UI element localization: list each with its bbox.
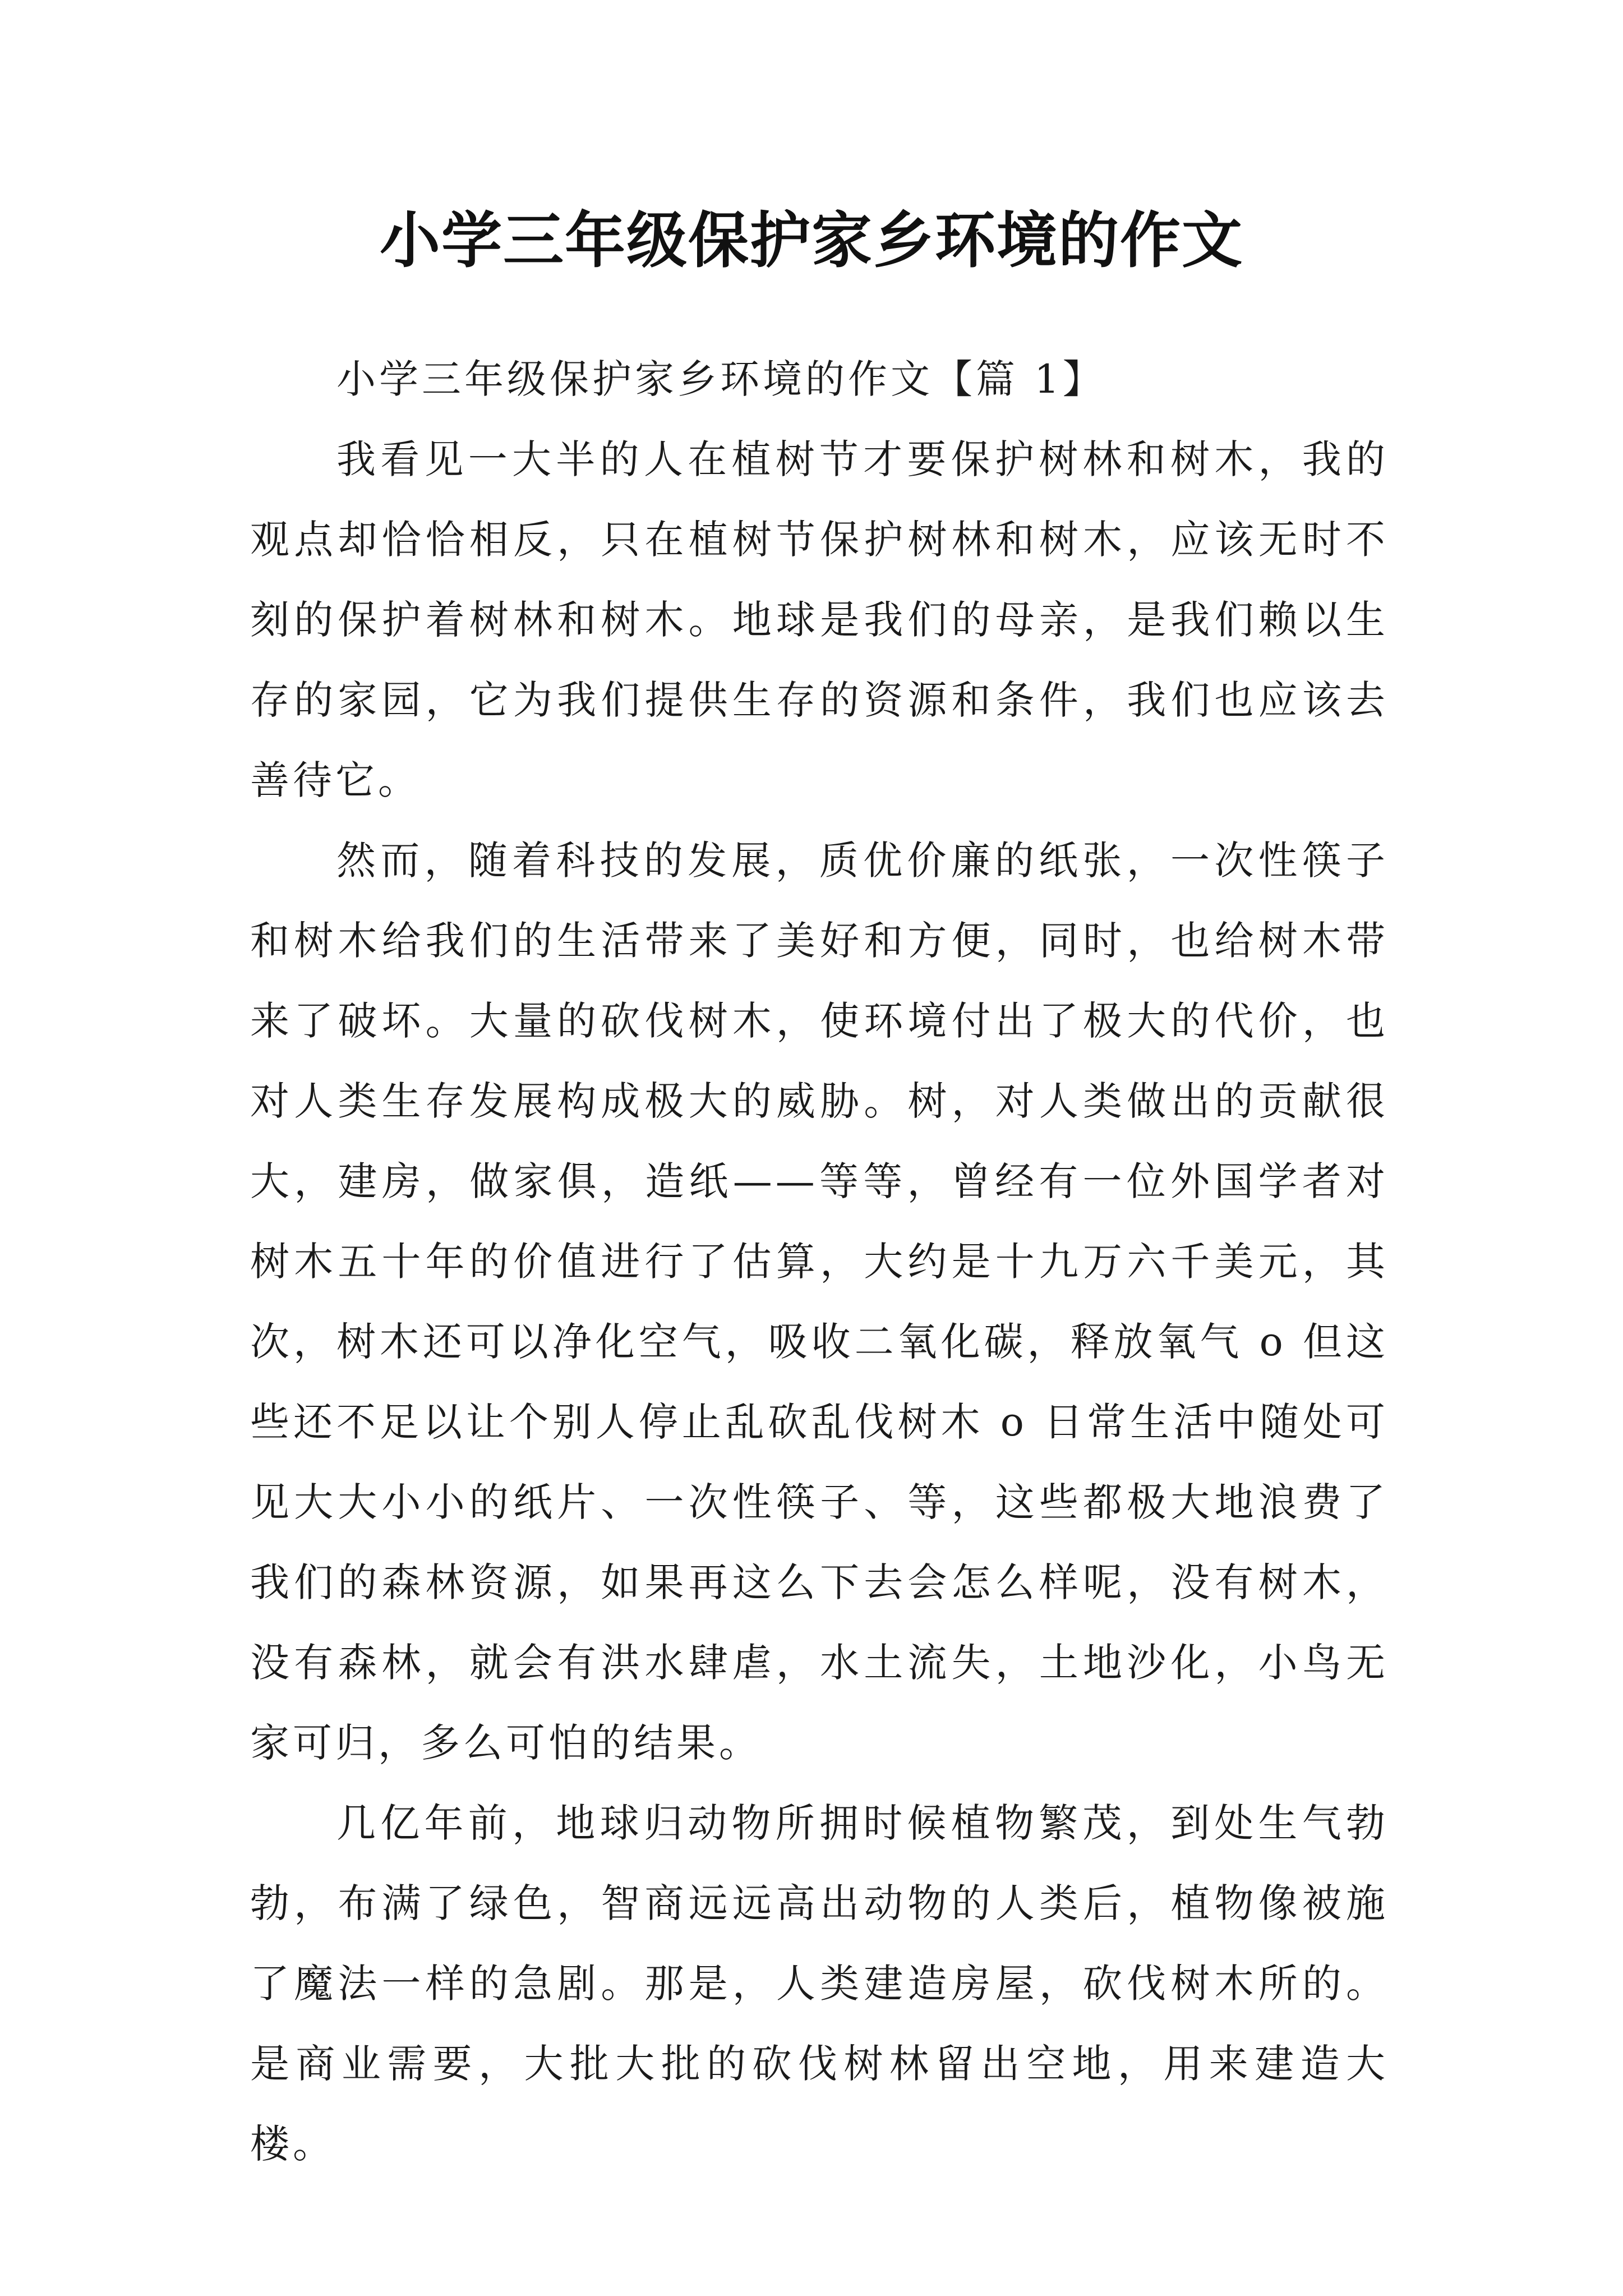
document-body	[250, 339, 1389, 2184]
paragraph-2: 然而，随着科技的发展，质优价廉的纸张，一次性筷子和树木给我们的生活带来了美好和方便，同时，也给树木带来了破坏。大量的砍伐树木，使环境付出了极大的代价，也对人类生存发展构成极大的威胁。树，对人类做出的贡献很大，建房，做家俱，造纸——等等，曾经有一位外国学者对树木五十年的价值进行了估算，大约是十九万六千美元，其次，树木还可以净化空气，吸收二氧化碳，释放氧气 o 但这些还不足以让个别人停止乱砍乱伐树木 o 日常生活中随处可见大大小小的纸片、一次性筷子、等，这些都极大地浪费了我们的森林资源，如果再这么下去会怎么样呢，没有树木，没有森林，就会有洪水肆虐，水土流失，土地沙化，小鸟无家可归，多么可怕的结果。	[250, 838, 1389, 1766]
document-title: 小学三年级保护家乡环境的作文	[379, 206, 1243, 276]
paragraph-1: 我看见一大半的人在植树节才要保护树林和树木，我的观点却恰恰相反，只在植树节保护树林和树木，应该无时不刻的保护着树林和树木。地球是我们的母亲，是我们赖以生存的家园，它为我们提供生存的资源和条件，我们也应该去善待它。	[250, 436, 1389, 803]
paragraph-3: 几亿年前，地球归动物所拥时候植物繁茂，到处生气勃勃，布满了绿色，智商远远高出动物的人类后，植物像被施了魔法一样的急剧。那是，人类建造房屋，砍伐树木所的。是商业需要，大批大批的砍伐树林留出空地，用来建造大楼。	[250, 1800, 1389, 2167]
section-subheading: 小学三年级保护家乡环境的作文【篇 1】	[336, 356, 1105, 402]
